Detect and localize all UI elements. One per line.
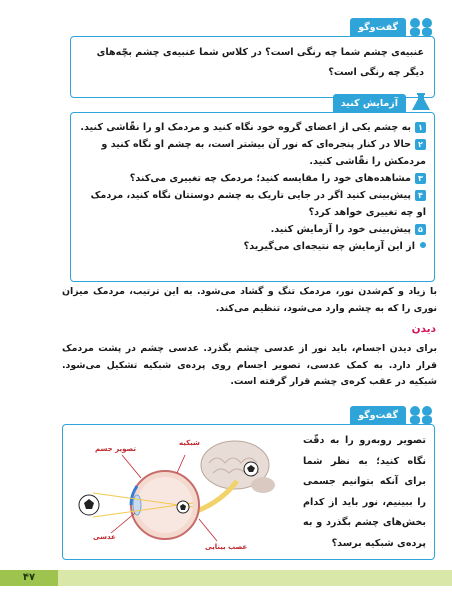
talk-tag [350,406,406,426]
step-number: ۳ [415,173,426,184]
page-number: ۴۷ [0,570,58,586]
experiment-step [79,136,426,170]
footer-bar [0,570,452,586]
section-heading-seeing: دیدن [411,323,436,335]
bullet-icon [420,242,426,248]
talk-box-2 [62,424,435,560]
step-text: حالا در کنار پنجره‌ای که نور آن بیشتر است، به چشم او نگاه کنید و مردمکش را نقّاشی کنید. [101,139,426,167]
brain-illustration [201,441,275,493]
label-object-image: تصویر جسم [95,445,136,453]
flask-icon [407,92,435,112]
soccer-ball-icon [79,495,99,515]
step-text: مشاهده‌های خود را مقایسه کنید؛ مردمک چه تغییری می‌کند؟ [129,173,411,184]
people-talking-icon [407,16,435,36]
experiment-step [79,187,426,221]
label-optic-nerve: عصب بینایی [205,543,248,551]
pupil-paragraph: با زیاد و کم‌شدن نور، مردمک تنگ و گشاد می‌شود. به این ترتیب، مردمک میزان نوری را که به چشم وارد می‌شود، تنظیم می‌کند. [62,286,437,314]
talk-box-1 [70,36,435,98]
talk-tag-label: گفت‌وگو [358,22,398,33]
talk-question-1: عنبیه‌ی چشم شما چه رنگی است؟ در کلاس شما عنبیه‌ی چشم بچّه‌های دیگر چه رنگی است؟ [96,47,424,78]
experiment-question-text: از این آزمایش چه نتیجه‌ای می‌گیرید؟ [243,241,415,252]
experiment-tag-label: آزمایش کنید [340,98,398,109]
seeing-paragraph: برای دیدن اجسام، باید نور از عدسی چشم بگذرد. عدسی چشم در پشت مردمک قرار دارد. به کمک عدسی، تصویر اجسام روی پرده‌ی شبکیه تشکیل می‌شود. شبکیه در عقب کره‌ی چشم قرار گرفته است. [62,343,437,387]
experiment-tag [333,94,406,114]
talk-question-2: تصویر روبه‌رو را به دقّت نگاه کنید؛ به نظر شما برای آنکه بتوانیم جسمی را ببینیم، نور باید از کدام بخش‌های چشم بگذرد و به پرده‌ی شبکیه برسد؟ [303,435,426,549]
experiment-box [70,112,435,282]
label-retina: شبکیه [179,439,200,447]
talk-tag [350,18,406,38]
experiment-step [79,170,426,187]
soccer-ball-icon [244,462,258,476]
step-number: ۵ [415,224,426,235]
experiment-step [79,119,426,136]
label-lens: عدسی [93,533,116,541]
experiment-step [79,221,426,238]
talk-tag-label: گفت‌وگو [358,410,398,421]
step-text: به چشم یکی از اعضای گروه خود نگاه کنید و مردمک او را نقّاشی کنید. [80,122,411,133]
soccer-ball-icon [177,501,189,513]
step-number: ۴ [415,190,426,201]
step-text: پیش‌بینی کنید اگر در جایی تاریک به چشم دوستتان نگاه کنید، مردمک او چه تغییری خواهد کرد؟ [90,190,426,218]
step-number: ۱ [415,122,426,133]
step-number: ۲ [415,139,426,150]
step-text: پیش‌بینی خود را آزمایش کنید. [270,224,411,235]
experiment-question [79,238,426,255]
people-talking-icon [407,404,435,424]
